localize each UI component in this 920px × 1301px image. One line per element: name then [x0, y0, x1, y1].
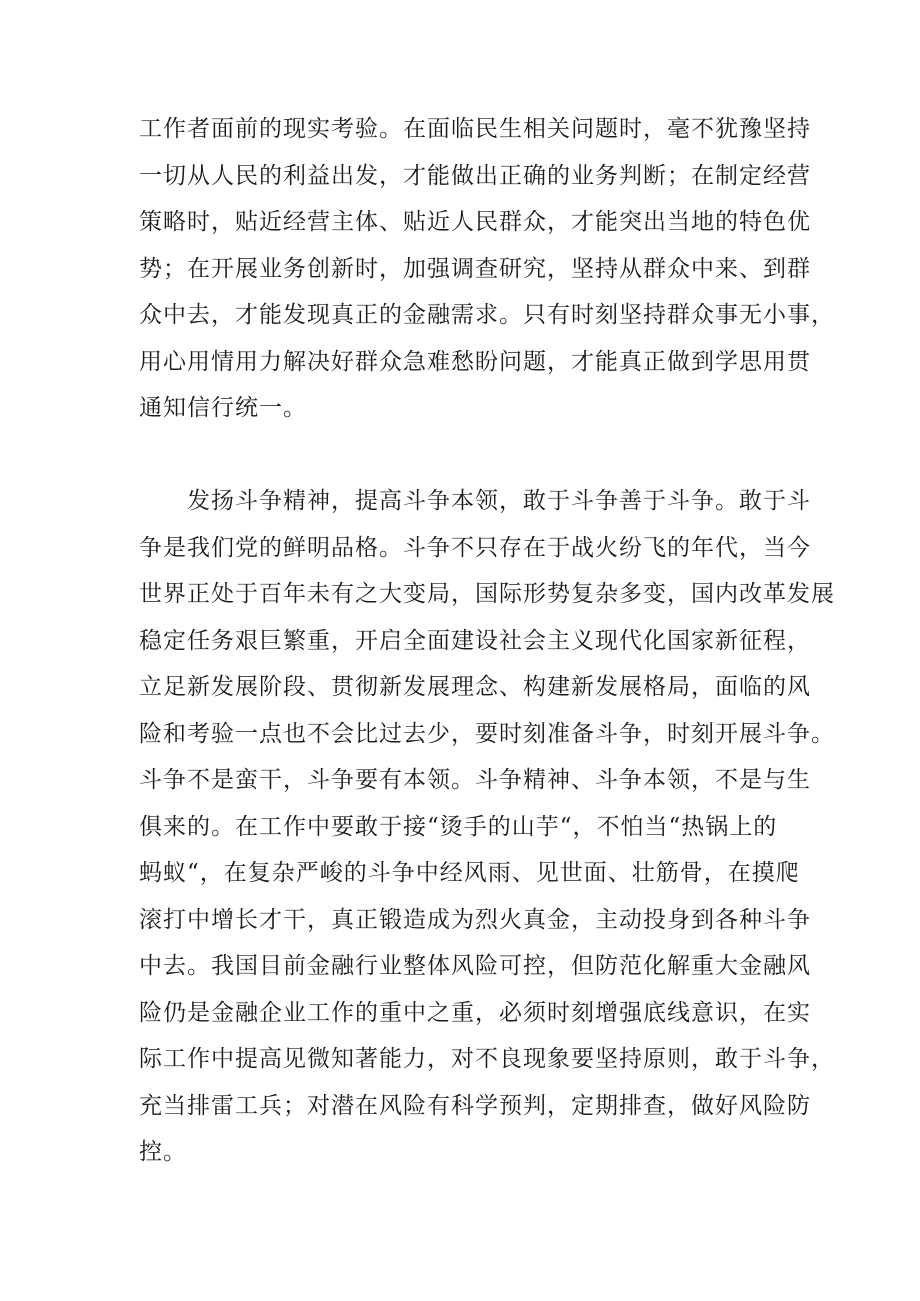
text-line: 控。: [139, 1139, 187, 1165]
text-line: 立足新发展阶段、贯彻新发展理念、构建新发展格局，面临的风: [139, 674, 811, 700]
text-line: 世界正处于百年未有之大变局，国际形势复杂多变，国内改革发展: [139, 581, 835, 607]
text-line: 争是我们党的鲜明品格。斗争不只存在于战火纷飞的年代，当今: [139, 534, 811, 561]
text-line: 际工作中提高见微知著能力，对不良现象要坚持原则，敢于斗争，: [139, 1046, 835, 1072]
text-line: 险仍是金融企业工作的重中之重，必须时刻增强底线意识，在实: [139, 999, 811, 1026]
paragraph-1: [139, 106, 835, 432]
paragraph-2: [139, 478, 835, 1176]
text-line: 工作者面前的现实考验。在面临民生相关问题时，毫不犹豫坚持: [139, 116, 811, 142]
text-line: 中去。我国目前金融行业整体风险可控，但防范化解重大金融风: [139, 953, 811, 979]
text-line: 充当排雷工兵；对潜在风险有科学预判，定期排查，做好风险防: [139, 1092, 811, 1119]
text-line: 滚打中增长才干，真正锻造成为烈火真金，主动投身到各种斗争: [139, 906, 811, 933]
text-line: 蚂蚁“，在复杂严峻的斗争中经风雨、见世面、壮筋骨，在摸爬: [139, 860, 800, 886]
text-line: 俱来的。在工作中要敢于接“烫手的山芋“，不怕当“热锅上的: [139, 813, 778, 840]
text-line: 斗争不是蛮干，斗争要有本领。斗争精神、斗争本领，不是与生: [139, 767, 811, 793]
text-line: 险和考验一点也不会比过去少，要时刻准备斗争，时刻开展斗争。: [139, 720, 835, 747]
text-line: 众中去，才能发现真正的金融需求。只有时刻坚持群众事无小事，: [139, 302, 835, 328]
text-line: 通知信行统一。: [139, 395, 307, 421]
text-line: 策略时，贴近经营主体、贴近人民群众，才能突出当地的特色优: [139, 209, 811, 235]
text-line: 一切从人民的利益出发，才能做出正确的业务判断；在制定经营: [139, 162, 811, 189]
text-line: 用心用情用力解决好群众急难愁盼问题，才能真正做到学思用贯: [139, 348, 811, 375]
text-line: 势；在开展业务创新时，加强调查研究，坚持从群众中来、到群: [139, 255, 811, 282]
text-line: 发扬斗争精神，提高斗争本领，敢于斗争善于斗争。敢于斗: [139, 488, 811, 514]
text-line: 稳定任务艰巨繁重，开启全面建设社会主义现代化国家新征程，: [139, 627, 811, 654]
